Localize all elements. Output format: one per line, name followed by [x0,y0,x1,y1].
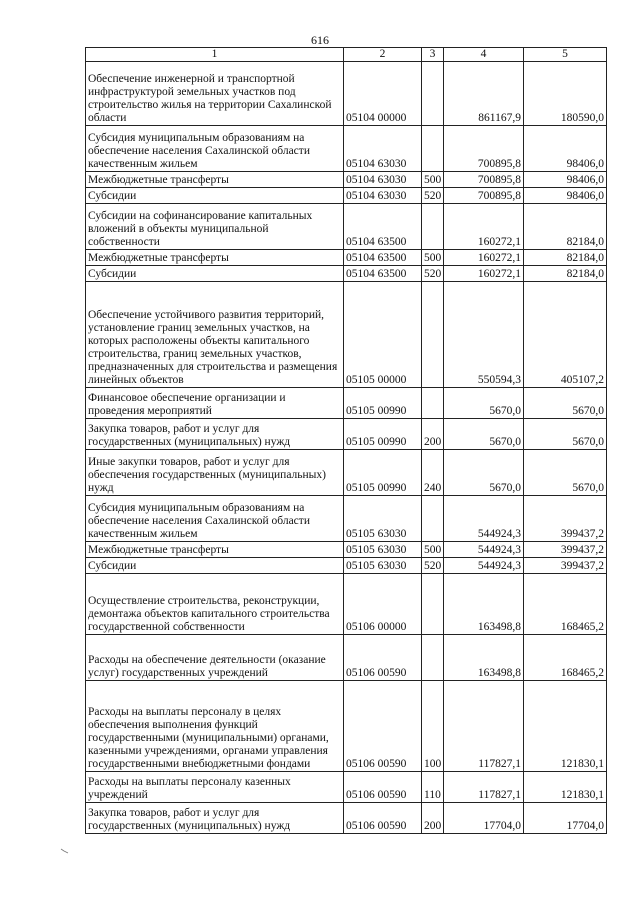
table-row [86,282,607,388]
row-amount-2-cell: 180590,0 [524,62,607,126]
row-name-cell: Закупка товаров, работ и услуг для государственных (муниципальных) нужд [86,419,344,450]
row-name-cell: Субсидии [86,188,344,204]
table-row [86,803,607,834]
budget-table [85,47,607,834]
row-amount-2-cell: 5670,0 [524,450,607,496]
row-expense-type-cell: 100 [422,681,444,772]
row-amount-2-cell: 121830,1 [524,772,607,803]
row-amount-1-cell: 5670,0 [444,388,524,419]
row-amount-1-cell: 544924,3 [444,496,524,542]
row-expense-type-cell [422,126,444,172]
row-code-cell: 05104 00000 [344,62,422,126]
table-row [86,558,607,574]
row-code-cell: 05105 00000 [344,282,422,388]
table-row [86,188,607,204]
table-row [86,266,607,282]
table-row [86,62,607,126]
row-code-cell: 05104 63500 [344,266,422,282]
scan-speck-icon [60,848,70,854]
row-amount-2-cell: 98406,0 [524,188,607,204]
table-row [86,574,607,635]
row-code-cell: 05106 00590 [344,772,422,803]
table-row [86,388,607,419]
row-amount-1-cell: 163498,8 [444,574,524,635]
row-amount-1-cell: 117827,1 [444,772,524,803]
row-name-cell: Субсидия муниципальным образованиям на обеспечение населения Сахалинской области качественным жильем [86,496,344,542]
row-code-cell: 05104 63500 [344,250,422,266]
row-name-cell: Обеспечение устойчивого развития территорий, установление границ земельных участков, на которых расположены объекты капитального строительства, границ земельных участков, предназначенных для строительства и размещения линейных объектов [86,282,344,388]
row-name-cell: Субсидия муниципальным образованиям на обеспечение населения Сахалинской области качественным жильем [86,126,344,172]
row-name-cell: Обеспечение инженерной и транспортной инфраструктурой земельных участков под строительство жилья на территории Сахалинской области [86,62,344,126]
header-cell-3: 3 [422,48,444,62]
row-code-cell: 05106 00590 [344,803,422,834]
row-code-cell: 05106 00590 [344,635,422,681]
row-name-cell: Межбюджетные трансферты [86,542,344,558]
row-amount-1-cell: 160272,1 [444,266,524,282]
row-expense-type-cell: 520 [422,188,444,204]
row-amount-1-cell: 700895,8 [444,126,524,172]
row-expense-type-cell [422,282,444,388]
row-amount-2-cell: 5670,0 [524,388,607,419]
table-row [86,204,607,250]
row-amount-1-cell: 160272,1 [444,250,524,266]
row-amount-2-cell: 5670,0 [524,419,607,450]
row-code-cell: 05105 63030 [344,558,422,574]
row-name-cell: Финансовое обеспечение организации и проведения мероприятий [86,388,344,419]
row-expense-type-cell: 520 [422,558,444,574]
row-amount-1-cell: 544924,3 [444,558,524,574]
row-amount-2-cell: 98406,0 [524,172,607,188]
row-amount-2-cell: 399437,2 [524,496,607,542]
row-amount-1-cell: 5670,0 [444,450,524,496]
budget-table-body [86,48,607,834]
row-code-cell: 05104 63030 [344,188,422,204]
row-expense-type-cell [422,62,444,126]
table-row [86,450,607,496]
row-amount-1-cell: 160272,1 [444,204,524,250]
row-code-cell: 05104 63030 [344,172,422,188]
row-amount-1-cell: 861167,9 [444,62,524,126]
row-code-cell: 05105 00990 [344,419,422,450]
table-header-row [86,48,607,62]
row-amount-1-cell: 550594,3 [444,282,524,388]
row-expense-type-cell: 240 [422,450,444,496]
row-code-cell: 05105 00990 [344,450,422,496]
row-expense-type-cell: 200 [422,803,444,834]
row-amount-2-cell: 98406,0 [524,126,607,172]
table-row [86,772,607,803]
row-expense-type-cell: 110 [422,772,444,803]
row-code-cell: 05106 00000 [344,574,422,635]
row-name-cell: Расходы на выплаты персоналу казенных учреждений [86,772,344,803]
row-amount-2-cell: 168465,2 [524,574,607,635]
row-name-cell: Субсидии на софинансирование капитальных вложений в объекты муниципальной собственности [86,204,344,250]
header-cell-2: 2 [344,48,422,62]
row-amount-1-cell: 163498,8 [444,635,524,681]
table-row [86,419,607,450]
row-expense-type-cell: 520 [422,266,444,282]
header-cell-5: 5 [524,48,607,62]
header-cell-4: 4 [444,48,524,62]
table-row [86,496,607,542]
row-amount-2-cell: 121830,1 [524,681,607,772]
row-name-cell: Субсидии [86,558,344,574]
table-row [86,126,607,172]
row-amount-1-cell: 700895,8 [444,188,524,204]
row-expense-type-cell: 500 [422,172,444,188]
row-expense-type-cell: 200 [422,419,444,450]
row-name-cell: Межбюджетные трансферты [86,250,344,266]
row-amount-2-cell: 399437,2 [524,542,607,558]
row-amount-1-cell: 17704,0 [444,803,524,834]
row-expense-type-cell [422,635,444,681]
row-code-cell: 05106 00590 [344,681,422,772]
table-row [86,250,607,266]
row-amount-1-cell: 5670,0 [444,419,524,450]
table-row [86,681,607,772]
row-amount-2-cell: 82184,0 [524,250,607,266]
row-amount-2-cell: 168465,2 [524,635,607,681]
row-name-cell: Субсидии [86,266,344,282]
row-code-cell: 05105 63030 [344,496,422,542]
header-cell-1: 1 [86,48,344,62]
row-expense-type-cell [422,574,444,635]
row-amount-1-cell: 117827,1 [444,681,524,772]
row-expense-type-cell: 500 [422,250,444,266]
row-name-cell: Иные закупки товаров, работ и услуг для обеспечения государственных (муниципальных) нужд [86,450,344,496]
row-amount-2-cell: 17704,0 [524,803,607,834]
row-code-cell: 05104 63500 [344,204,422,250]
row-expense-type-cell [422,496,444,542]
row-amount-2-cell: 82184,0 [524,266,607,282]
row-amount-2-cell: 405107,2 [524,282,607,388]
table-row [86,635,607,681]
row-expense-type-cell: 500 [422,542,444,558]
table-row [86,542,607,558]
row-expense-type-cell [422,204,444,250]
row-expense-type-cell [422,388,444,419]
page-number: 616 [311,33,329,47]
row-amount-1-cell: 544924,3 [444,542,524,558]
table-row [86,172,607,188]
row-name-cell: Расходы на обеспечение деятельности (оказание услуг) государственных учреждений [86,635,344,681]
row-name-cell: Осуществление строительства, реконструкции, демонтажа объектов капитального строительства государственной собственности [86,574,344,635]
row-name-cell: Межбюджетные трансферты [86,172,344,188]
row-code-cell: 05104 63030 [344,126,422,172]
row-name-cell: Закупка товаров, работ и услуг для государственных (муниципальных) нужд [86,803,344,834]
row-code-cell: 05105 63030 [344,542,422,558]
row-name-cell: Расходы на выплаты персоналу в целях обеспечения выполнения функций государственными (муниципальными) органами, казенными учреждениями, органами управления государственными внебюджетными фондами [86,681,344,772]
row-amount-2-cell: 399437,2 [524,558,607,574]
row-amount-1-cell: 700895,8 [444,172,524,188]
row-amount-2-cell: 82184,0 [524,204,607,250]
row-code-cell: 05105 00990 [344,388,422,419]
